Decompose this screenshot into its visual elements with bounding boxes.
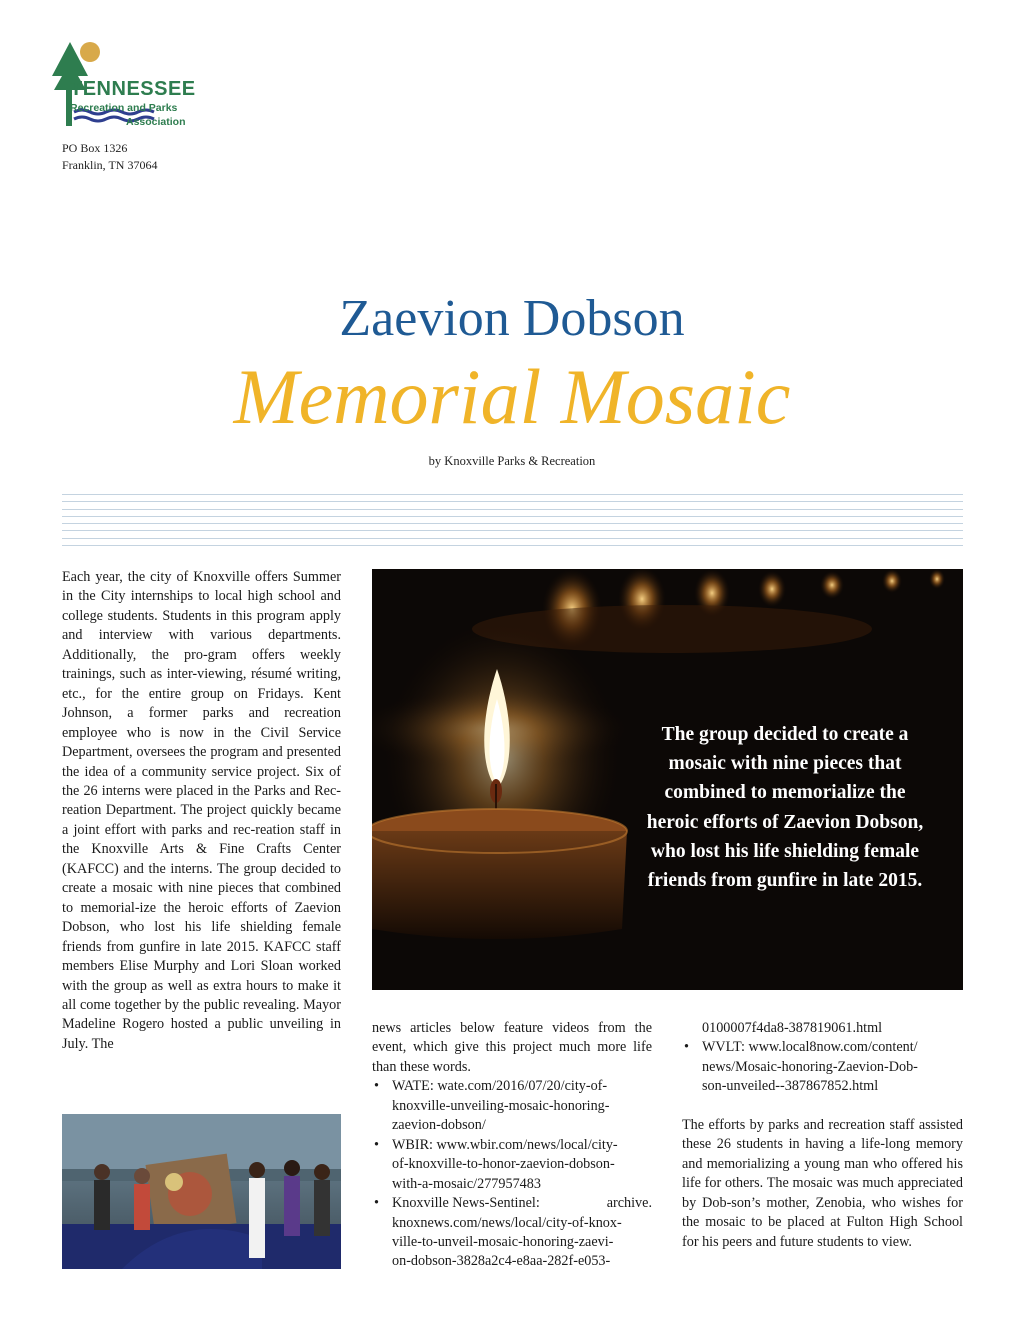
link-continuation[interactable]: 0100007f4da8-387819061.html — [702, 1020, 883, 1036]
link-label: WVLT: — [702, 1039, 745, 1056]
logo-association: Association — [126, 116, 186, 128]
news-link-wbir[interactable] — [372, 1136, 652, 1194]
link-url-part: knoxnews.com/news/local/city-of-knox- — [392, 1214, 622, 1231]
news-link-wvlt[interactable] — [682, 1038, 963, 1096]
body-column-1: Each year, the city of Knoxville offers Summer in the City internships to local high school and college students. Students in this program apply and interview with various departments. Additionally, the pro-gram offers weekly trainings, such as inter-viewing, résumé writing, etc., for the entire group on Fridays. Kent Johnson, a former parks and recreation employee who is now in the Civil Service Department, oversees the program and presented the idea of a community service project. Six of the 26 interns were placed in the Parks and Rec-reation Department. The project quickly became a joint effort with parks and rec-reation staff in the Knoxville Arts & Fine Crafts Center (KAFCC) and the interns. The group decided to create a mosaic with nine pieces that combined to memorial-ize the heroic efforts of Zaevion Dobson, who lost his life shielding female friends from gunfire in late 2015. KAFCC staff members Elise Murphy and Lori Sloan worked with the group as well as extra hours to make it all come together by the public revealing. Mayor Madeline Rogero hosted a public unveiling in July. The — [62, 569, 341, 1052]
link-url-part: son-unveiled--387867852.html — [702, 1078, 879, 1095]
news-link-wate[interactable] — [372, 1077, 652, 1135]
link-label: WBIR: — [392, 1136, 433, 1153]
link-url-part: on-dobson-3828a2c4-e8aa-282f-e053- — [392, 1253, 611, 1270]
group-unveiling-image-icon — [62, 1114, 341, 1269]
decorative-rules — [62, 494, 963, 550]
logo-subtitle: Recreation and Parks — [70, 102, 178, 114]
link-url-part: archive. — [606, 1195, 652, 1212]
article-subtitle: Memorial Mosaic — [233, 353, 791, 440]
link-url-part: with-a-mosaic/277957483 — [392, 1175, 541, 1192]
news-link-knoxnews[interactable] — [372, 1194, 652, 1272]
link-url-part: www.local8now.com/content/ — [748, 1039, 918, 1056]
link-label: WATE: — [392, 1078, 434, 1095]
link-url-part: zaevion-dobson/ — [392, 1117, 486, 1134]
article-title: Zaevion Dobson — [339, 290, 685, 347]
link-url-part: news/Mosaic-honoring-Zaevion-Dob- — [702, 1058, 918, 1075]
body-column-2 — [372, 1019, 652, 1272]
unveiling-photo — [62, 1114, 341, 1269]
closing-paragraph: The efforts by parks and recreation staff assisted these 26 students in having a life-long memory and memorializing a young man who offered his life for others. The mosaic was much appreciated by Dob-son’s mother, Zenobia, who wishes for the mosaic to be placed at Fulton High School for his peers and future students to view. — [682, 1116, 963, 1250]
links-intro: news articles below feature videos from the event, which give this project much more life than these words. — [372, 1020, 652, 1075]
address-line-2: Franklin, TN 37064 — [62, 158, 158, 172]
news-links-list-2 — [682, 1038, 963, 1096]
pull-quote: The group decided to create a mosaic with nine pieces that combined to memorialize the heroic efforts of Zaevion Dobson, who lost his life shielding female friends from gunfire in late 2015. — [646, 724, 924, 892]
link-url-part: of-knoxville-to-honor-zaevion-dobson- — [392, 1156, 615, 1173]
mailing-address — [62, 140, 157, 174]
link-url-part: ville-to-unveil-mosaic-honoring-zaevi- — [392, 1233, 614, 1250]
link-url-part: knoxville-unveiling-mosaic-honoring- — [392, 1097, 610, 1114]
byline: by Knoxville Parks & Recreation — [428, 454, 596, 468]
news-links-list — [372, 1077, 652, 1272]
body-column-3 — [682, 1019, 963, 1252]
address-line-1: PO Box 1326 — [62, 141, 128, 155]
logo-name: TENNESSEE — [70, 78, 196, 100]
link-url-part: www.wbir.com/news/local/city- — [436, 1136, 618, 1153]
link-label: • Knoxville News-Sentinel: — [392, 1195, 540, 1212]
tnrpa-logo — [46, 40, 196, 132]
link-url-part: wate.com/2016/07/20/city-of- — [437, 1078, 608, 1095]
